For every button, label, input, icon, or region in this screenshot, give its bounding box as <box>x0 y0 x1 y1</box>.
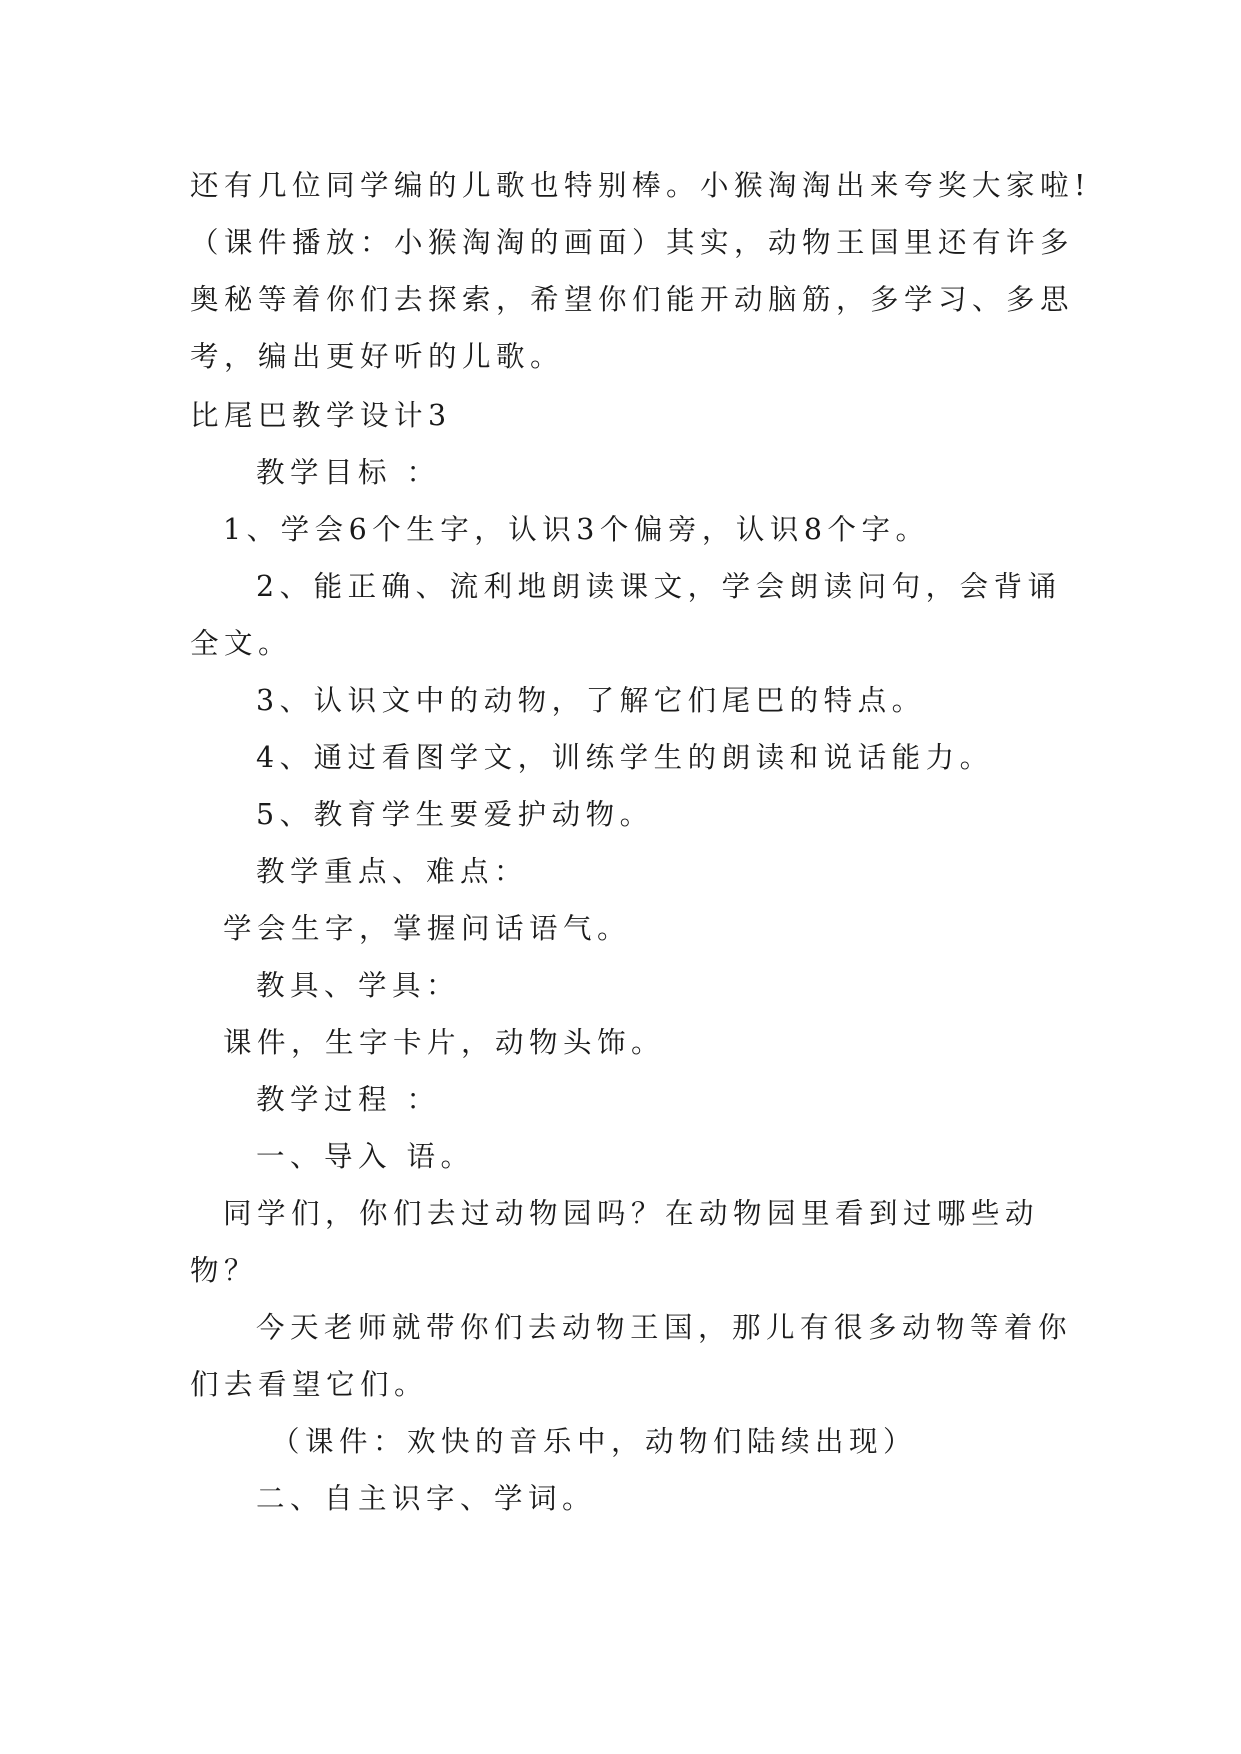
heading-teaching-aids: 教具、学具： <box>256 969 461 1002</box>
paragraph-line: 考，编出更好听的儿歌。 <box>190 340 565 373</box>
teaching-aids-text: 课件，生字卡片，动物头饰。 <box>223 1026 666 1059</box>
step-1-heading: 一、导入 语。 <box>256 1140 475 1173</box>
paragraph-line: 们去看望它们。 <box>190 1368 429 1401</box>
goal-item-4: 4、通过看图学文，训练学生的朗读和说话能力。 <box>256 741 994 774</box>
goal-item-5: 5、教育学生要爱护动物。 <box>256 798 654 831</box>
heading-key-points: 教学重点、难点： <box>256 855 529 888</box>
goal-item-3: 3、认识文中的动物，了解它们尾巴的特点。 <box>256 684 926 717</box>
key-points-text: 学会生字，掌握问话语气。 <box>223 912 632 945</box>
heading-teaching-process: 教学过程 ： <box>256 1083 441 1116</box>
paragraph-line: 奥秘等着你们去探索，希望你们能开动脑筋，多学习、多思 <box>190 283 1075 316</box>
paragraph-line: 还有几位同学编的儿歌也特别棒。小猴淘淘出来夸奖大家啦! <box>190 169 1091 202</box>
goal-item-1: 1、学会6个生字，认识3个偏旁，认识8个字。 <box>223 513 930 546</box>
paragraph-line: 同学们，你们去过动物园吗？在动物园里看到过哪些动 <box>223 1197 1040 1230</box>
paragraph-line: （课件：欢快的音乐中，动物们陆续出现） <box>271 1425 918 1458</box>
goal-item-2: 2、能正确、流利地朗读课文，学会朗读问句，会背诵 <box>256 570 1062 603</box>
paragraph-line: （课件播放：小猴淘淘的画面）其实，动物王国里还有许多 <box>190 226 1075 259</box>
step-2-heading: 二、自主识字、学词。 <box>256 1482 597 1515</box>
heading-teaching-goals: 教学目标 ： <box>256 456 441 489</box>
section-title: 比尾巴教学设计3 <box>190 399 452 432</box>
paragraph-line: 物？ <box>190 1254 259 1287</box>
goal-item-2-cont: 全文。 <box>190 627 293 660</box>
paragraph-line: 今天老师就带你们去动物王国，那儿有很多动物等着你 <box>256 1311 1073 1344</box>
